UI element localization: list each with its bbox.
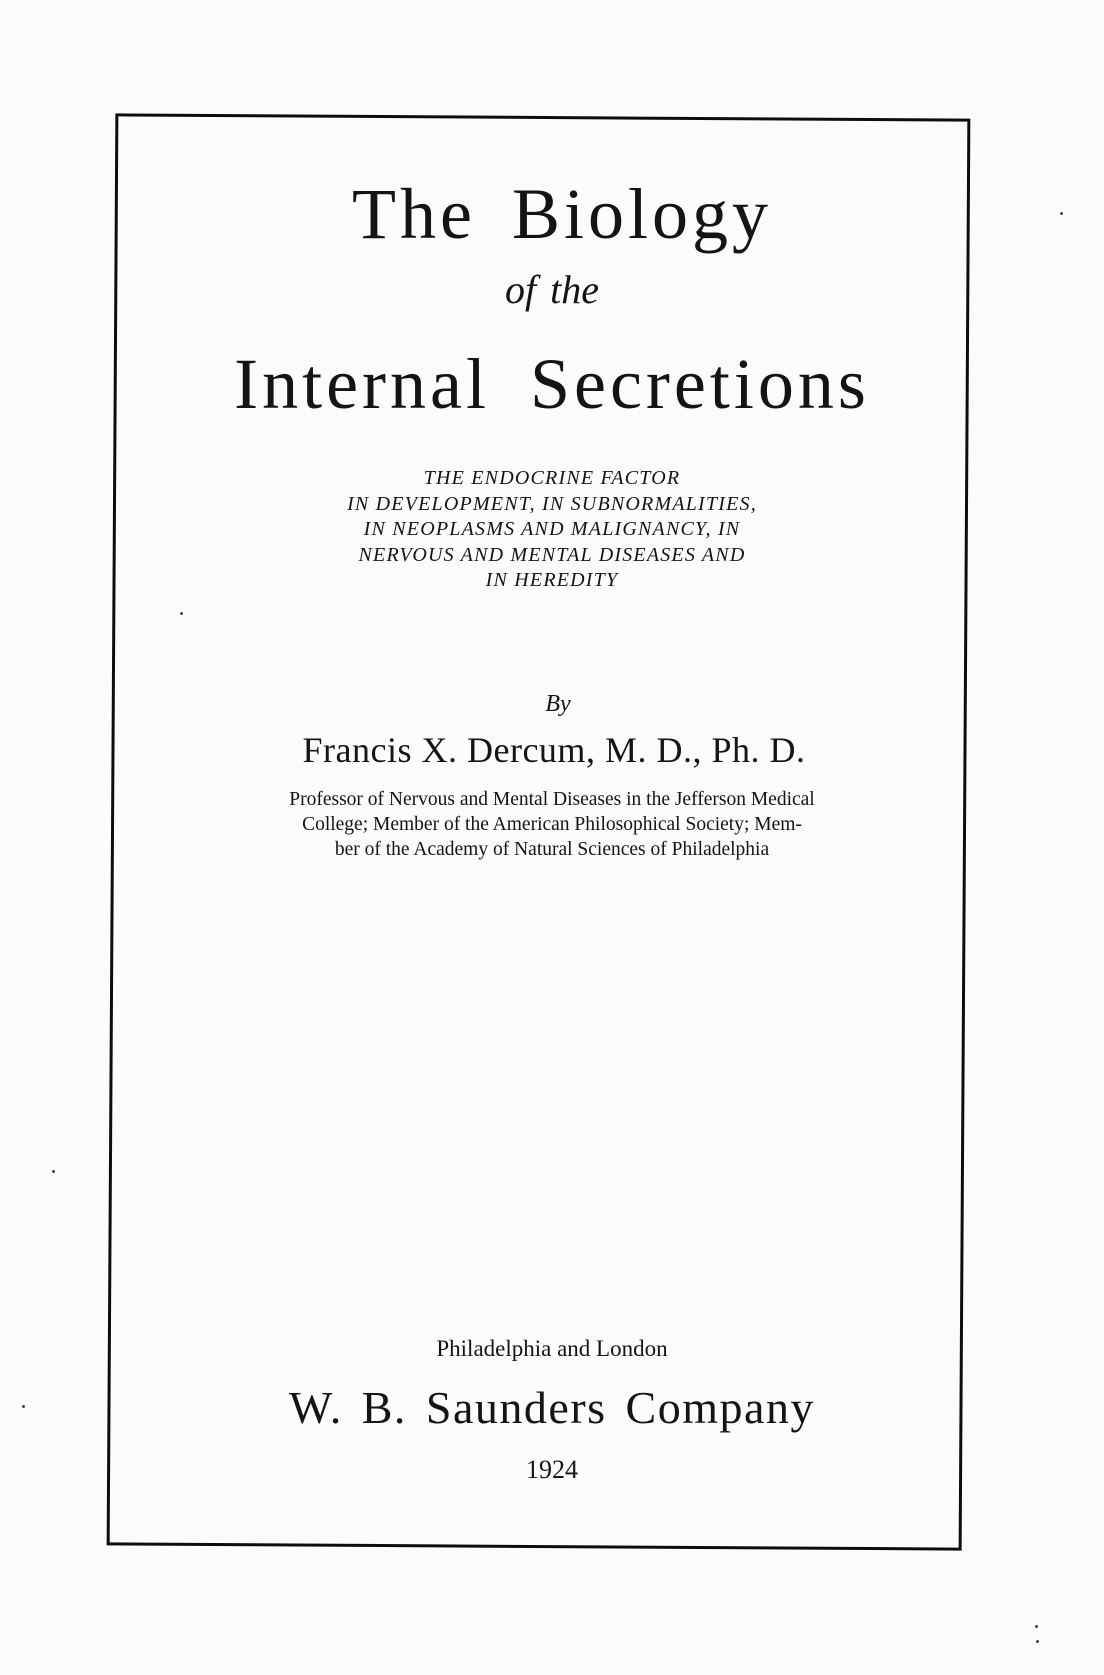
scan-speck [180,612,183,615]
author-name: Francis X. Dercum, M. D., Ph. D. [302,730,806,770]
publisher-name: W. B. Saunders Company [289,1382,815,1433]
scan-speck [1036,1640,1039,1643]
subtitle-line: IN HEREDITY [485,569,619,591]
book-title-line-3: Internal Secretions [234,344,870,424]
publication-year: 1924 [526,1455,578,1484]
affiliation-line: College; Member of the American Philosophical Society; Mem- [302,814,802,835]
scan-speck [1060,212,1063,215]
scan-speck [22,1405,25,1408]
author-affiliation [0,787,1104,862]
scan-speck [1035,1625,1038,1628]
by-label: By [545,691,571,717]
book-title-line-1: The Biology [352,174,772,254]
subtitle-line: NERVOUS AND MENTAL DISEASES AND [358,543,746,566]
subtitle-line: THE ENDOCRINE FACTOR [423,467,681,489]
affiliation-line: Professor of Nervous and Mental Diseases in the Jefferson Medical [289,789,815,810]
subtitle-line: IN DEVELOPMENT, IN SUBNORMALITIES, [347,492,757,515]
book-subtitle [0,466,1104,594]
book-title-line-2: of the [505,267,599,312]
publication-place: Philadelphia and London [436,1336,668,1361]
affiliation-line: ber of the Academy of Natural Sciences of Philadelphia [334,839,770,860]
scan-speck [52,1170,55,1173]
subtitle-line: IN NEOPLASMS AND MALIGNANCY, IN [363,518,741,540]
